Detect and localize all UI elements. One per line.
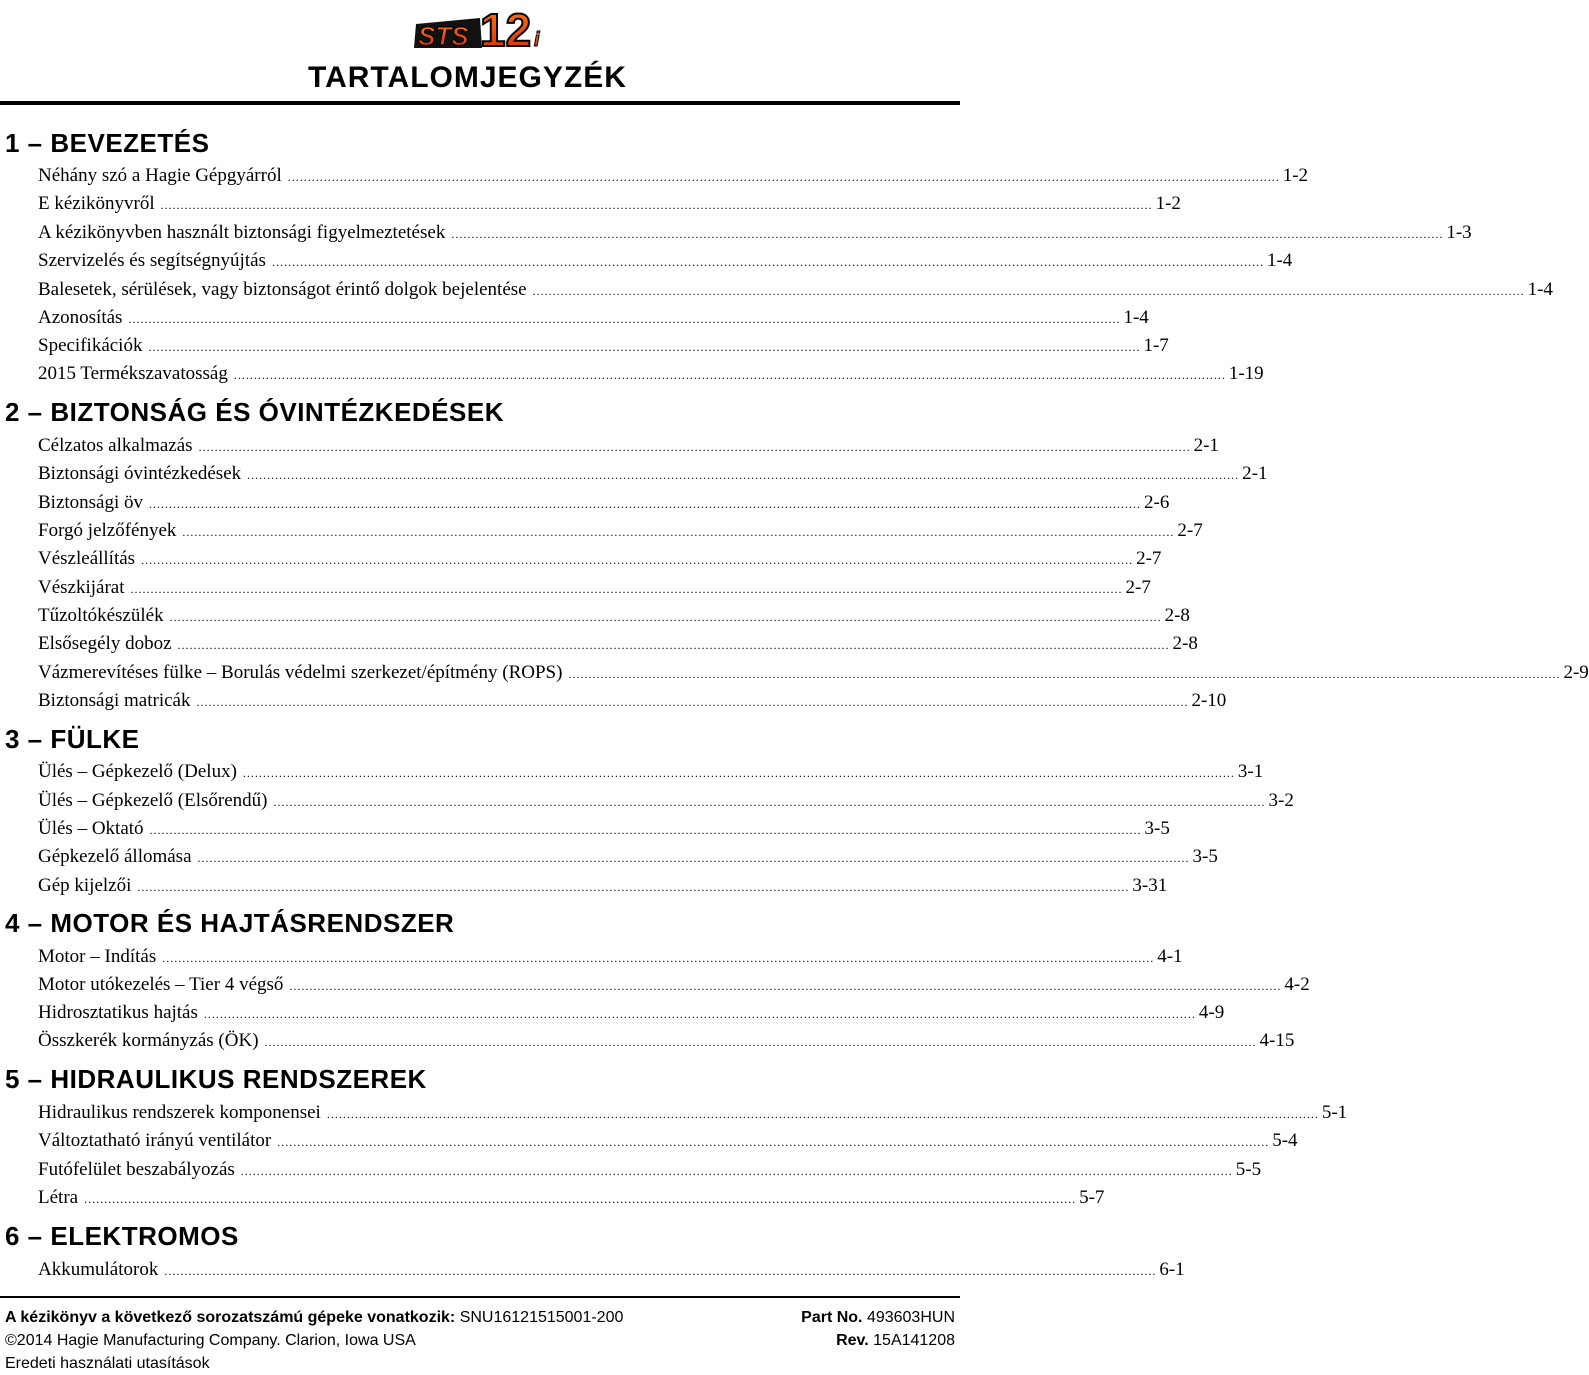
toc-entry-page: 2-9 [1563,662,1589,683]
toc-entry-label: Ülés – Gépkezelő (Elsőrendű) [38,790,268,811]
toc-entry-label: Összkerék kormányzás (ÖK) [38,1030,259,1051]
dot-leader: ........................................................................................................................................................................................................................................................ [287,170,1280,184]
dot-leader: ........................................................................................................................................................................................................................................................ [247,468,1240,482]
toc-entry-label: Gépkezelő állomása [38,846,192,867]
dot-leader: ........................................................................................................................................................................................................................................................ [130,582,1123,596]
dot-leader: ........................................................................................................................................................................................................................................................ [271,255,1264,269]
toc-entry-label: 2015 Termékszavatosság [38,363,228,384]
toc-entry[interactable] [38,1028,1295,1054]
toc-entry[interactable] [38,873,1168,899]
sts12i-logo [410,2,550,54]
toc-entry[interactable] [38,944,1183,970]
dot-leader: ........................................................................................................................................................................................................................................................ [289,979,1282,993]
toc-entry-page: 2-7 [1125,577,1151,598]
toc-entry-label: Elsősegély doboz [38,633,172,654]
revision [836,1330,955,1352]
toc-entry[interactable] [38,688,1227,714]
toc-entry[interactable] [38,603,1190,629]
header-divider [0,101,960,105]
dot-leader: ........................................................................................................................................................................................................................................................ [84,1192,1077,1206]
dot-leader: ........................................................................................................................................................................................................................................................ [177,638,1170,652]
toc-entry-label: Vázmerevítéses fülke – Borulás védelmi szerkezet/építmény (ROPS) [38,662,563,683]
part-label: Part No. [801,1309,863,1326]
toc-entry[interactable] [38,305,1149,331]
toc-entry-page: 4-1 [1157,946,1183,967]
section-title: 3 – FÜLKE [5,724,140,754]
dot-leader: ........................................................................................................................................................................................................................................................ [182,525,1175,539]
original-instructions: Eredeti használati utasítások [5,1355,210,1372]
footer-row-2 [5,1330,955,1352]
toc-entry-label: Biztonsági óvintézkedések [38,463,242,484]
toc-entry[interactable] [38,844,1218,870]
toc-entry-page: 5-1 [1321,1102,1348,1123]
toc-entry-label: Specifikációk [38,335,143,356]
toc-entry-label: Ülés – Gépkezelő (Delux) [38,761,237,782]
toc-entry[interactable] [38,248,1293,274]
svg-text:STS: STS [418,21,469,51]
dot-leader: ........................................................................................................................................................................................................................................................ [162,951,1155,965]
toc-entry-page: 6-1 [1159,1259,1185,1280]
serial-info [5,1307,623,1329]
toc-entry-label: Futófelület beszabályozás [38,1159,235,1180]
toc-entry-label: Balesetek, sérülések, vagy biztonságot érintő dolgok bejelentése [38,279,527,300]
toc-entry[interactable] [38,1257,1185,1283]
toc-entry[interactable] [38,277,1553,303]
toc-entry[interactable] [38,461,1268,487]
toc-entry[interactable] [38,490,1170,516]
rev-label: Rev. [836,1332,869,1349]
toc-entry-page: 1-4 [1123,307,1149,328]
toc-entry-label: Létra [38,1187,79,1208]
dot-leader: ........................................................................................................................................................................................................................................................ [240,1164,1233,1178]
toc-entry-label: Gép kijelzői [38,875,132,896]
toc-entry-page: 2-8 [1172,633,1198,654]
toc-entry-label: Akkumulátorok [38,1259,159,1280]
toc-entry[interactable] [38,759,1264,785]
toc-entry-page: 5-7 [1079,1187,1105,1208]
toc-entry-page: 5-5 [1235,1159,1262,1180]
toc-entry[interactable] [38,631,1198,657]
serial-value: SNU16121515001-200 [459,1309,624,1326]
toc-entry-page: 1-3 [1446,222,1472,243]
toc-entry-page: 3-5 [1144,818,1170,839]
dot-leader: ........................................................................................................................................................................................................................................................ [148,340,1141,354]
toc-entry-label: A kézikönyvben használt biztonsági figyelmeztetések [38,222,446,243]
serial-label: A kézikönyv a következő sorozatszámú gépeke vonatkozik: [5,1309,456,1326]
dot-leader: ........................................................................................................................................................................................................................................................ [137,880,1130,894]
part-value: 493603HUN [866,1309,955,1326]
toc-entry[interactable] [38,220,1472,246]
dot-leader: ........................................................................................................................................................................................................................................................ [196,695,1189,709]
toc-entry[interactable] [38,433,1219,459]
dot-leader: ........................................................................................................................................................................................................................................................ [277,1135,1270,1149]
toc-entry-label: Változtatható irányú ventilátor [38,1130,272,1151]
footer-row-1 [5,1307,955,1329]
dot-leader: ........................................................................................................................................................................................................................................................ [242,766,1235,780]
toc-entry[interactable] [38,575,1151,601]
dot-leader: ........................................................................................................................................................................................................................................................ [326,1107,1319,1121]
toc-entry[interactable] [38,972,1310,998]
toc-entry[interactable] [38,816,1170,842]
dot-leader: ........................................................................................................................................................................................................................................................ [233,368,1226,382]
toc-entry-page: 1-19 [1228,363,1264,384]
dot-leader: ........................................................................................................................................................................................................................................................ [451,227,1444,241]
toc-entry-page: 2-7 [1136,548,1162,569]
toc-entry-page: 2-7 [1177,520,1203,541]
dot-leader: ........................................................................................................................................................................................................................................................ [169,610,1162,624]
dot-leader: ........................................................................................................................................................................................................................................................ [141,553,1134,567]
toc-entry-page: 4-15 [1259,1030,1295,1051]
toc-entry[interactable] [38,518,1203,544]
toc-entry-label: E kézikönyvről [38,193,155,214]
dot-leader: ........................................................................................................................................................................................................................................................ [203,1007,1196,1021]
toc-entry-page: 2-10 [1191,690,1227,711]
toc-entry-label: Néhány szó a Hagie Gépgyárról [38,165,282,186]
toc-entry-label: Motor utókezelés – Tier 4 végső [38,974,284,995]
page-title: TARTALOMJEGYZÉK [308,61,627,94]
toc-entry[interactable] [38,788,1294,814]
toc-entry-label: Vészkijárat [38,577,125,598]
toc-entry-page: 1-2 [1282,165,1309,186]
footer-divider [0,1296,960,1298]
toc-entry-page: 2-1 [1242,463,1268,484]
toc-entry-page: 1-4 [1527,279,1553,300]
toc-entry[interactable] [38,163,1309,189]
toc-entry-label: Ülés – Oktató [38,818,144,839]
dot-leader: ........................................................................................................................................................................................................................................................ [532,284,1525,298]
toc-entry-label: Biztonsági matricák [38,690,191,711]
toc-entry[interactable] [38,546,1162,572]
toc-entry-page: 3-2 [1268,790,1294,811]
dot-leader: ........................................................................................................................................................................................................................................................ [198,440,1191,454]
toc-entry-label: Motor – Indítás [38,946,157,967]
toc-entry[interactable] [38,333,1169,359]
dot-leader: ........................................................................................................................................................................................................................................................ [264,1035,1257,1049]
toc-entry-page: 4-9 [1198,1002,1225,1023]
toc-entry-label: Szervizelés és segítségnyújtás [38,250,266,271]
toc-entry[interactable] [38,191,1181,217]
toc-entry[interactable] [38,660,1589,686]
section-title: 1 – BEVEZETÉS [5,128,210,158]
part-number [801,1307,955,1329]
toc-entry-label: Hidraulikus rendszerek komponensei [38,1102,321,1123]
section-title: 4 – MOTOR ÉS HAJTÁSRENDSZER [5,908,455,938]
dot-leader: ........................................................................................................................................................................................................................................................ [197,851,1190,865]
toc-entry-page: 3-5 [1192,846,1218,867]
section-title: 6 – ELEKTROMOS [5,1221,239,1251]
toc-entry-page: 1-4 [1266,250,1293,271]
section-title: 2 – BIZTONSÁG ÉS ÓVINTÉZKEDÉSEK [5,397,505,427]
dot-leader: ........................................................................................................................................................................................................................................................ [273,795,1266,809]
toc-entry-label: Célzatos alkalmazás [38,435,193,456]
dot-leader: ........................................................................................................................................................................................................................................................ [164,1264,1157,1278]
footer-row-3 [5,1353,955,1375]
toc-entry-page: 2-6 [1144,492,1170,513]
toc-entry[interactable] [38,1000,1225,1026]
svg-text:12: 12 [480,4,532,56]
toc-entry-page: 2-1 [1193,435,1219,456]
toc-entry-page: 5-4 [1272,1130,1298,1151]
dot-leader: ........................................................................................................................................................................................................................................................ [149,823,1142,837]
toc-entry-page: 3-31 [1132,875,1168,896]
toc-entry-page: 2-8 [1164,605,1190,626]
dot-leader: ........................................................................................................................................................................................................................................................ [568,667,1561,681]
toc-entry[interactable] [38,1100,1348,1126]
toc-entry-label: Vészleállítás [38,548,136,569]
toc-entry-label: Biztonsági öv [38,492,144,513]
svg-text:i: i [534,29,540,51]
toc-entry[interactable] [38,1185,1105,1211]
toc-entry-label: Tűzoltókészülék [38,605,164,626]
copyright: ©2014 Hagie Manufacturing Company. Clarion, Iowa USA [5,1332,416,1349]
toc-entry-page: 4-2 [1284,974,1310,995]
toc-entry[interactable] [38,1128,1298,1154]
toc-entry-label: Azonosítás [38,307,123,328]
toc-entry-page: 1-2 [1155,193,1181,214]
rev-value: 15A141208 [873,1332,955,1349]
section-title: 5 – HIDRAULIKUS RENDSZEREK [5,1064,427,1094]
dot-leader: ........................................................................................................................................................................................................................................................ [160,198,1153,212]
toc-entry-label: Hidrosztatikus hajtás [38,1002,198,1023]
toc-entry[interactable] [38,1157,1262,1183]
toc-entry[interactable] [38,361,1264,387]
toc-entry-page: 1-7 [1143,335,1169,356]
dot-leader: ........................................................................................................................................................................................................................................................ [128,312,1121,326]
dot-leader: ........................................................................................................................................................................................................................................................ [149,497,1142,511]
toc-entry-label: Forgó jelzőfények [38,520,177,541]
toc-entry-page: 3-1 [1237,761,1264,782]
